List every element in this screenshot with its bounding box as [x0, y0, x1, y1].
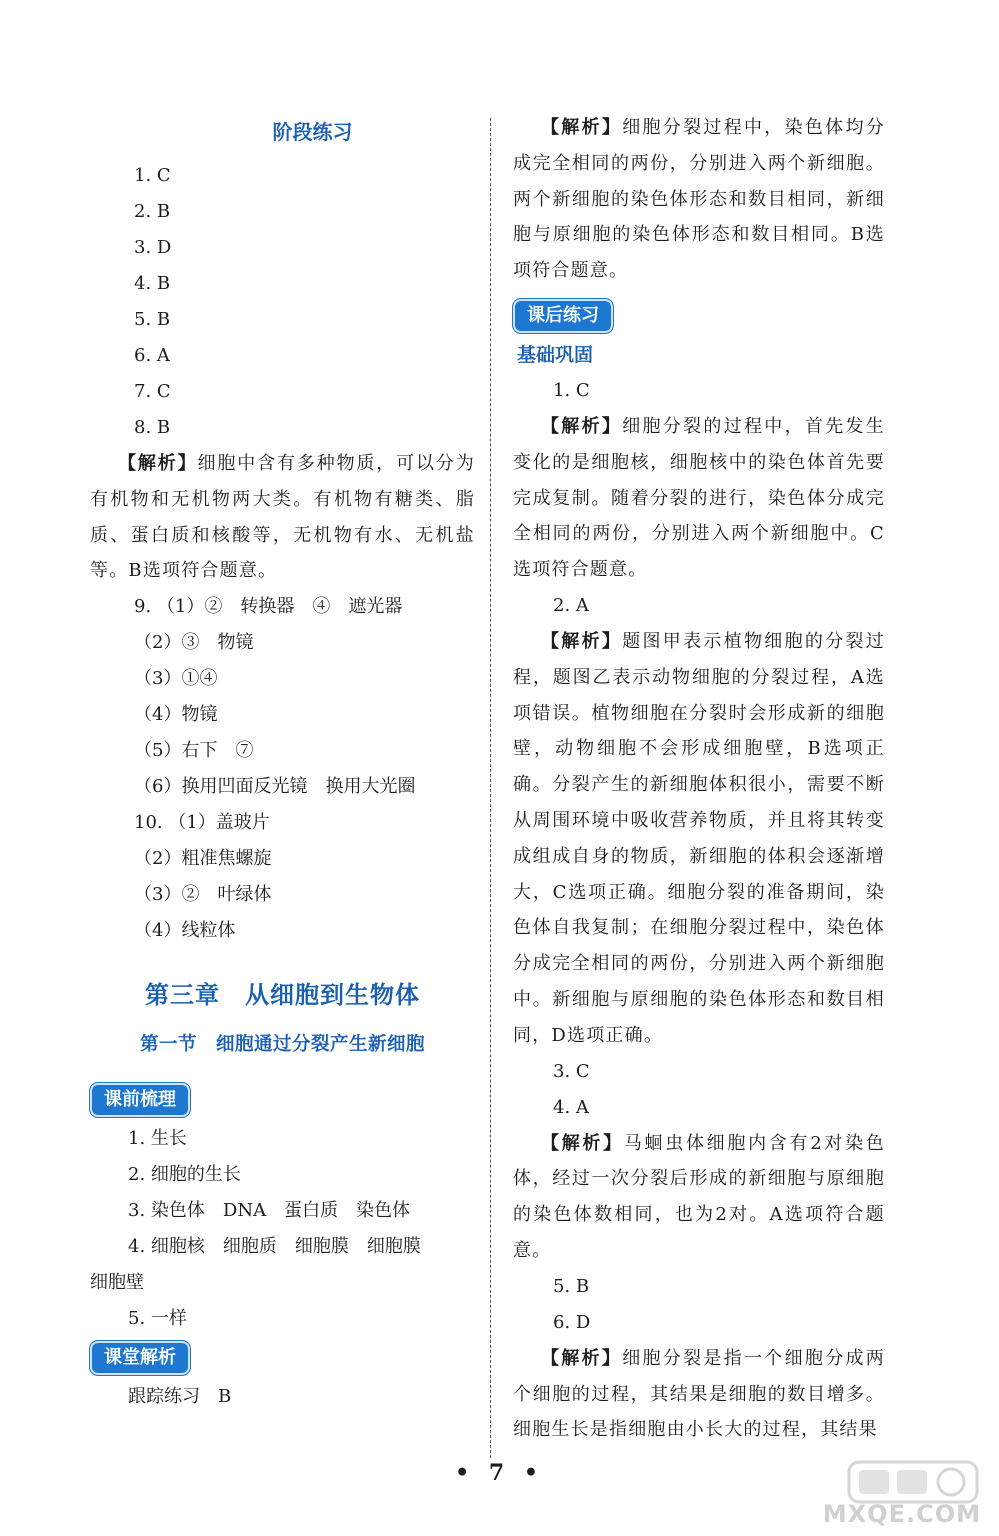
pre-item-4-cont: 细胞壁	[90, 1272, 144, 1294]
explanation-r2	[513, 624, 885, 1054]
pre-item-2: 2. 细胞的生长	[128, 1164, 241, 1186]
answer-1: 1. C	[134, 165, 171, 186]
badge-pre-class: 课前梳理	[90, 1083, 190, 1117]
explanation-tag: 【解析】	[541, 1347, 623, 1369]
badge-after-wrap	[513, 295, 885, 337]
basic-consolidation-title: 基础巩固	[517, 343, 594, 366]
explanation-8	[90, 446, 475, 589]
explanation-text: 题图甲表示植物细胞的分裂过程，题图乙表示动物细胞的分裂过程，A选项错误。植物细胞在分裂时会形成新的细胞壁，动物细胞不会形成细胞壁，B选项正确。分裂产生的新细胞体积很小，需要不断从周围环境中吸收营养物质，并且将其转变成组成自身的物质，新细胞的体积会逐渐增大，C选项正确。细胞分裂的准备期间，染色体自我复制；在细胞分裂过程中，染色体分成完全相同的两份，分别进入两个新细胞中。新细胞与原细胞的染色体形态和数目相同，D选项正确。	[513, 630, 885, 1046]
explanation-tag: 【解析】	[118, 453, 198, 474]
answer-r6: 6. D	[553, 1311, 591, 1333]
page-number: • 7 •	[455, 1460, 544, 1486]
explanation-top	[513, 110, 885, 289]
explanation-tag: 【解析】	[541, 1132, 624, 1154]
explanation-tag: 【解析】	[541, 415, 623, 437]
answer-r2: 2. A	[553, 594, 589, 616]
section-title: 第一节 细胞通过分裂产生新细胞	[139, 1034, 425, 1056]
explanation-text: 细胞分裂是指一个细胞分成两个细胞的过程，其结果是细胞的数目增多。细胞生长是指细胞由小长大的过程，其结果	[513, 1347, 885, 1441]
explanation-r4	[513, 1126, 885, 1269]
q9-line-3: （3）①④	[134, 668, 218, 690]
badge-after-class: 课后练习	[513, 299, 613, 333]
badge-class-wrap	[90, 1337, 475, 1379]
answer-3: 3. D	[134, 237, 172, 258]
answer-r3: 3. C	[553, 1060, 590, 1082]
explanation-tag: 【解析】	[541, 117, 623, 138]
q9-line-1: 9. （1）② 转换器 ④ 遮光器	[134, 596, 403, 618]
explanation-tag: 【解析】	[541, 630, 623, 652]
q10-line-1: 10. （1）盖玻片	[134, 812, 270, 834]
explanation-text: 马蛔虫体细胞内含有2对染色体，经过一次分裂后形成的新细胞与原细胞的染色体数相同，也为2对。A选项符合题意。	[513, 1132, 885, 1261]
answer-4: 4. B	[134, 273, 171, 294]
pre-item-3: 3. 染色体 DNA 蛋白质 染色体	[128, 1200, 411, 1222]
badge-pre-wrap	[90, 1079, 475, 1121]
answer-5: 5. B	[134, 309, 171, 330]
explanation-text: 细胞分裂的过程中，首先发生变化的是细胞核，细胞核中的染色体首先要完成复制。随着分裂的进行，染色体分成完全相同的两份，分别进入两个新细胞中。C选项符合题意。	[513, 415, 885, 581]
q9-line-4: （4）物镜	[134, 704, 218, 726]
right-column	[513, 110, 885, 1448]
q9-line-6: （6）换用凹面反光镜 换用大光圈	[134, 776, 416, 798]
explanation-r1	[513, 409, 885, 588]
pre-item-1: 1. 生长	[128, 1128, 187, 1150]
q10-line-3: （3）② 叶绿体	[134, 884, 272, 906]
answer-7: 7. C	[134, 381, 171, 402]
badge-class-analysis: 课堂解析	[90, 1341, 190, 1375]
answer-6: 6. A	[134, 345, 170, 366]
answer-r5: 5. B	[553, 1275, 590, 1297]
pre-item-4: 4. 细胞核 细胞质 细胞膜 细胞膜	[128, 1236, 421, 1258]
answer-2: 2. B	[134, 201, 171, 222]
watermark	[822, 1456, 987, 1528]
pre-item-5: 5. 一样	[128, 1308, 187, 1330]
answer-r4: 4. A	[553, 1096, 589, 1118]
q10-line-2: （2）粗准焦螺旋	[134, 848, 272, 870]
explanation-text: 细胞中含有多种物质，可以分为有机物和无机物两大类。有机物有糖类、脂质、蛋白质和核酸等，无机物有水、无机盐等。B选项符合题意。	[90, 453, 475, 582]
explanation-r6	[513, 1341, 885, 1448]
left-column	[90, 110, 475, 1415]
chapter-title: 第三章 从细胞到生物体	[145, 981, 420, 1010]
watermark-text: MXQE.COM	[822, 1500, 981, 1528]
answer-r1: 1. C	[553, 379, 590, 401]
explanation-text: 细胞分裂过程中，染色体均分成完全相同的两份，分别进入两个新细胞。两个新细胞的染色体形态和数目相同，新细胞与原细胞的染色体形态和数目相同。B选项符合题意。	[513, 117, 885, 282]
column-divider	[490, 118, 491, 1458]
q9-line-5: （5）右下 ⑦	[134, 740, 254, 762]
q10-line-4: （4）线粒体	[134, 920, 236, 942]
tracking-practice: 跟踪练习 B	[128, 1386, 232, 1408]
answer-8: 8. B	[134, 417, 171, 438]
q9-line-2: （2）③ 物镜	[134, 632, 254, 654]
stage-practice-title: 阶段练习	[272, 120, 353, 144]
